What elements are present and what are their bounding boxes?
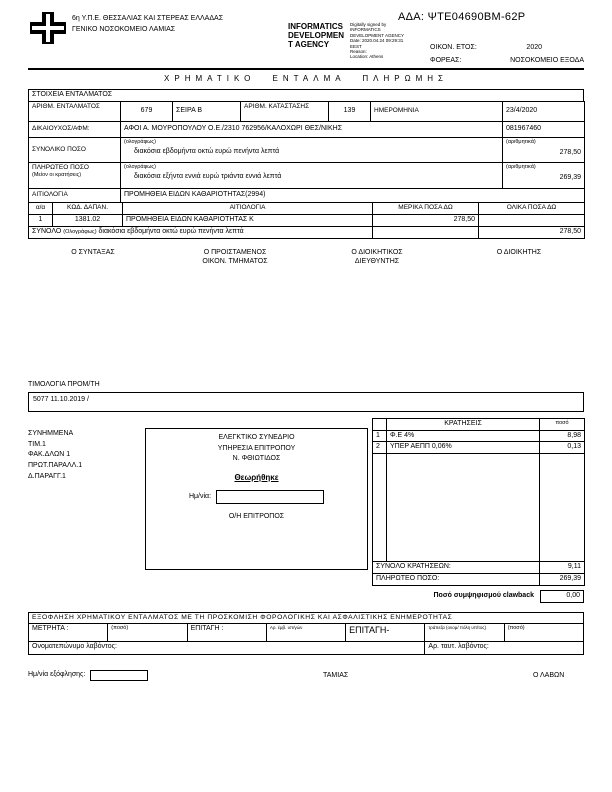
line-total-amount [479, 215, 585, 227]
document-title: ΧΡΗΜΑΤΙΚΟ ΕΝΤΑΛΜΑ ΠΛΗΡΩΜΗΣ [164, 74, 448, 83]
details-section-title: ΣΤΟΙΧΕΙΑ ΕΝΤΑΛΜΑΤΟΣ [29, 90, 584, 102]
deductions-payable-row [373, 573, 585, 585]
stamp-agency-name [288, 22, 344, 60]
stamp-sig-line: Date: 2020.04.24 09:29:31 [350, 38, 404, 44]
statement-number-label: ΑΡΙΘΜ. ΚΑΤΑΣΤΑΣΗΣ [241, 102, 329, 122]
ada-number: ΑΔΑ: ΨΤΕ04690ΒΜ-62Ρ [398, 11, 526, 23]
settlement-method-row [29, 624, 584, 642]
audit-line2: ΥΠΗΡΕΣΙΑ ΕΠΙΤΡΟΠΟΥ [217, 444, 296, 452]
signature-admin-director-line1: Ο ΔΙΟΙΚΗΤΙΚΟΣ [351, 249, 403, 256]
signature-finance-head [170, 248, 300, 266]
stamp-sig-line: INFORMATICS [350, 27, 381, 33]
statement-number-value: 139 [329, 102, 371, 122]
attachment-item: ΦΑΚ.ΔΛΩΝ 1 [28, 451, 71, 459]
reason-value: ΠΡΟΜΗΘΕΙΑ ΕΙΔΩΝ ΚΑΘΑΡΙΟΤΗΤΑΣ(2994) [121, 189, 585, 203]
bank-label: τράπεζα (ονομ/ πόλη υπ/τος) [425, 624, 504, 642]
middle-body [28, 412, 584, 612]
net-payable-label: ΠΛΗΡΩΤΕΟ ΠΟΣΟ: [373, 573, 540, 585]
sum-label: ΣΥΝΟΛΟ [32, 228, 62, 235]
audit-line3: Ν. ΦΘΙΩΤΙΔΟΣ [232, 455, 281, 463]
commissioner-caption: Ο/Η ΕΠΙΤΡΟΠΟΣ [228, 513, 285, 520]
clawback-value: 0,00 [540, 590, 584, 603]
stamp-sig-line: Location: Athens [350, 54, 384, 60]
line-code: 1381.02 [53, 215, 123, 227]
attachment-item: ΠΡΩΤ.ΠΑΡΑΛΛ.1 [28, 462, 83, 469]
org-line1: 6η Υ.Π.Ε. ΘΕΣΣΑΛΙΑΣ ΚΑΙ ΣΤΕΡΕΑΣ ΕΛΛΑΔΑΣ [72, 15, 224, 22]
attachment-item: ΤΙΜ.1 [28, 440, 46, 448]
payoff-date-label: Ημ/νία εξόφλησης: [28, 671, 86, 679]
stamp-agency-line: INFORMATICS [288, 22, 343, 31]
attachments-list [28, 430, 82, 484]
payable-amount-words: διακόσια εξήντα εννιά ευρώ τριάντα εννιά λεπτά [134, 172, 282, 180]
signature-admin-director [312, 248, 442, 266]
deduction-row [373, 442, 585, 454]
col-expense-code: ΚΩΔ. ΔΑΠΑΝ. [53, 203, 123, 215]
in-numbers-label: (αριθμητικά) [506, 139, 536, 145]
clawback-label: Ποσό συμψηφισμού clawback [433, 591, 534, 599]
line-aa: 1 [29, 215, 53, 227]
deduction-num: 2 [373, 442, 387, 454]
order-number-label: ΑΡΙΘΜ. ΕΝΤΑΛΜΑΤΟΣ [29, 102, 121, 122]
audit-line1: ΕΛΕΓΚΤΙΚΟ ΣΥΝΕΔΡΙΟ [218, 433, 295, 441]
cheque-value: ΕΠΙΤΑΓΗ- [346, 624, 425, 642]
in-words-label: (ολογράφως) [124, 139, 156, 145]
total-amount-value: 278,50 [559, 148, 581, 156]
cashier-caption: ΤΑΜΙΑΣ [323, 672, 349, 679]
stamp-sig-line: Digitally signed by [350, 22, 387, 27]
payee-afm-value: 081967460 [503, 122, 585, 138]
sum-words-label: (Ολογράφως) [63, 229, 97, 235]
col-aa: α/α [29, 203, 53, 215]
invoices-label: ΤΙΜΟΛΟΓΙΑ ΠΡΟΜ/ΤΗ [28, 381, 100, 388]
date-label: ΗΜΕΡΟΜΗΝΙΑ [371, 102, 503, 122]
audit-date-label: Ημ/νία: [188, 492, 212, 500]
signature-finance-head-line2: ΟΙΚΟΝ. ΤΜΗΜΑΤΟΣ [202, 258, 268, 266]
attachment-item: Δ.ΠΑΡΑΓΓ.1 [28, 472, 66, 480]
signature-captions [28, 248, 584, 266]
audit-date-field [216, 490, 324, 504]
deductions-total-row [373, 562, 585, 574]
approved-stamp-text: Θεωρήθηκε [234, 473, 279, 482]
deduction-row [373, 430, 585, 442]
organization-header [72, 15, 223, 37]
total-amount-table [28, 137, 585, 163]
fiscal-year-value: 2020 [526, 44, 542, 51]
settlement-amount-field: (ποσό) [504, 624, 583, 642]
stamp-sig-line: DEVELOPMENT AGENCY [350, 32, 404, 38]
in-numbers-label: (αριθμητικά) [506, 164, 536, 170]
cash-amount-field: (ποσό) [108, 624, 187, 642]
payee-value: ΑΦΟΙ Α. ΜΟΥΡΟΠΟΥΛΟΥ Ο.Ε./2310 762956/ΚΑΛΟΧΩΡΙ ΘΕΣ/ΝΙΚΗΣ [121, 122, 503, 138]
header-divider [28, 68, 584, 70]
deductions-table [372, 418, 585, 586]
expense-line-row [29, 215, 585, 227]
total-amount-words: διακόσια εβδομήντα οκτώ ευρώ πενήντα λεπτά [134, 147, 280, 155]
expense-lines-sum-row [29, 227, 585, 239]
deductions-title: ΚΡΑΤΗΣΕΙΣ [387, 418, 540, 430]
invoices-value: 5077 11.10.2019 / [33, 395, 89, 403]
deduction-desc: ΥΠΕΡ ΑΕΠΠ 0,06% [387, 442, 540, 454]
deductions-empty-space [373, 454, 585, 562]
payable-amount-table [28, 162, 585, 189]
settlement-title: ΕΞΟΦΛΗΣΗ ΧΡΗΜΑΤΙΚΟΥ ΕΝΤΑΛΜΑΤΟΣ ΜΕ ΤΗ ΠΡΟΣΚΟΜΙΣΗ ΦΟΡΟΛΟΓΙΚΗΣ ΚΑΙ ΑΣΦΑΛΙΣΤΙΚΗΣ ΕΝΗΜΕΡΟΤΗΤΑΣ [29, 613, 584, 624]
recipient-id-label: Αρ. ταυτ. λαβόντος: [425, 642, 584, 655]
deduction-amount: 0,13 [540, 442, 585, 454]
attachments-title: ΣΥΝΗΜΜΕΝΑ [28, 429, 74, 437]
deductions-amount-header: ποσό [540, 418, 585, 430]
payee-label: ΔΙΚΑΙΟΥΧΟΣ/ΑΦΜ: [29, 122, 121, 138]
signature-author: Ο ΣΥΝΤΑΞΑΣ [71, 249, 115, 256]
order-number-value: 679 [121, 102, 173, 122]
deductions-total-value: 9,11 [540, 562, 585, 574]
signature-governor: Ο ΔΙΟΙΚΗΤΗΣ [496, 249, 542, 256]
settlement-footer [28, 670, 584, 686]
org-line2: ΓΕΝΙΚΟ ΝΟΣΟΚΟΜΕΙΟ ΛΑΜΙΑΣ [72, 25, 176, 33]
col-partial-amounts: ΜΕΡΙΚΑ ΠΟΣΑ ΔΩ [373, 203, 479, 215]
deductions-num-header [373, 418, 387, 430]
stamp-agency-line: T AGENCY [288, 40, 330, 50]
stamp-sig-line: Reason: [350, 48, 367, 54]
series-value: ΣΕΙΡΑ Β [173, 102, 241, 122]
line-partial-amount: 278,50 [373, 215, 479, 227]
cheque-number-label: Αρ. έμβ. υπ/γών [266, 624, 345, 642]
date-value: 23/4/2020 [503, 102, 585, 122]
total-amount-label: ΣΥΝΟΛΙΚΟ ΠΟΣΟ [29, 138, 121, 163]
settlement-table [28, 612, 584, 655]
entity-row [430, 57, 584, 66]
reason-table [28, 188, 585, 203]
sum-partial-empty [373, 227, 479, 239]
payable-amount-sublabel: (Μείον οι κρατήσεις) [32, 172, 82, 179]
expense-lines-table [28, 202, 585, 239]
receiver-caption: Ο ΛΑΒΩΝ [533, 672, 565, 679]
sum-words: διακόσια εβδομήντα οκτώ ευρώ πενήντα λεπτά [98, 228, 244, 235]
order-details-section [28, 89, 584, 266]
col-total-amounts: ΟΛΙΚΑ ΠΟΣΑ ΔΩ [479, 203, 585, 215]
line-reason: ΠΡΟΜΗΘΕΙΑ ΕΙΔΩΝ ΚΑΘΑΡΙΟΤΗΤΑΣ Κ [123, 215, 373, 227]
deductions-header [373, 418, 585, 430]
middle-section [28, 381, 584, 612]
clawback-row [434, 590, 585, 603]
reason-label: ΑΙΤΙΟΛΟΓΙΑ [29, 189, 121, 203]
deduction-desc: Φ.Ε 4% [387, 430, 540, 442]
settlement-title-row [29, 613, 584, 624]
fiscal-year-label: ΟΙΚΟΝ. ΕΤΟΣ: [430, 44, 477, 51]
deductions-total-label: ΣΥΝΟΛΟ ΚΡΑΤΗΣΕΩΝ: [373, 562, 540, 574]
signature-admin-director-line2: ΔΙΕΥΘΥΝΤΗΣ [354, 258, 400, 266]
fiscal-year-row [430, 44, 542, 53]
deduction-amount: 8,98 [540, 430, 585, 442]
stamp-sig-line: EEST [350, 43, 362, 49]
recipient-name-label: Ονοματεπώνυμο λαβόντος: [29, 642, 425, 655]
net-payable-value: 269,39 [540, 573, 585, 585]
stamp-signature-details [350, 22, 422, 60]
cheque-label: ΕΠΙΤΑΓΗ : [187, 624, 266, 642]
details-numbers-table [28, 101, 585, 122]
expense-lines-header [29, 203, 585, 215]
payoff-date-field [90, 670, 148, 681]
deduction-num: 1 [373, 430, 387, 442]
audit-court-box [145, 428, 368, 570]
digital-signature-stamp [288, 22, 422, 60]
hospital-cross-logo [30, 12, 66, 44]
payable-amount-value: 269,39 [559, 173, 581, 181]
col-reason: ΑΙΤΙΟΛΟΓΙΑ [123, 203, 373, 215]
payable-amount-label: ΠΛΗΡΩΤΕΟ ΠΟΣΟ [32, 164, 89, 171]
deductions-section [372, 418, 584, 586]
payoff-date-row [28, 670, 148, 681]
in-words-label: (ολογράφως) [124, 164, 156, 170]
entity-value: ΝΟΣΟΚΟΜΕΙΟ ΕΞΟΔΑ [510, 57, 584, 64]
payee-table [28, 121, 585, 138]
settlement-recipient-row [29, 642, 584, 655]
cash-label: ΜΕΤΡΗΤΑ : [29, 624, 108, 642]
invoices-box [28, 392, 584, 412]
signature-finance-head-line1: Ο ΠΡΟΙΣΤΑΜΕΝΟΣ [203, 249, 267, 256]
audit-date-row [146, 490, 367, 504]
stamp-agency-line: DEVELOPMEN [288, 31, 345, 41]
entity-label: ΦΟΡΕΑΣ: [430, 57, 462, 64]
sum-total-amount: 278,50 [479, 227, 585, 239]
